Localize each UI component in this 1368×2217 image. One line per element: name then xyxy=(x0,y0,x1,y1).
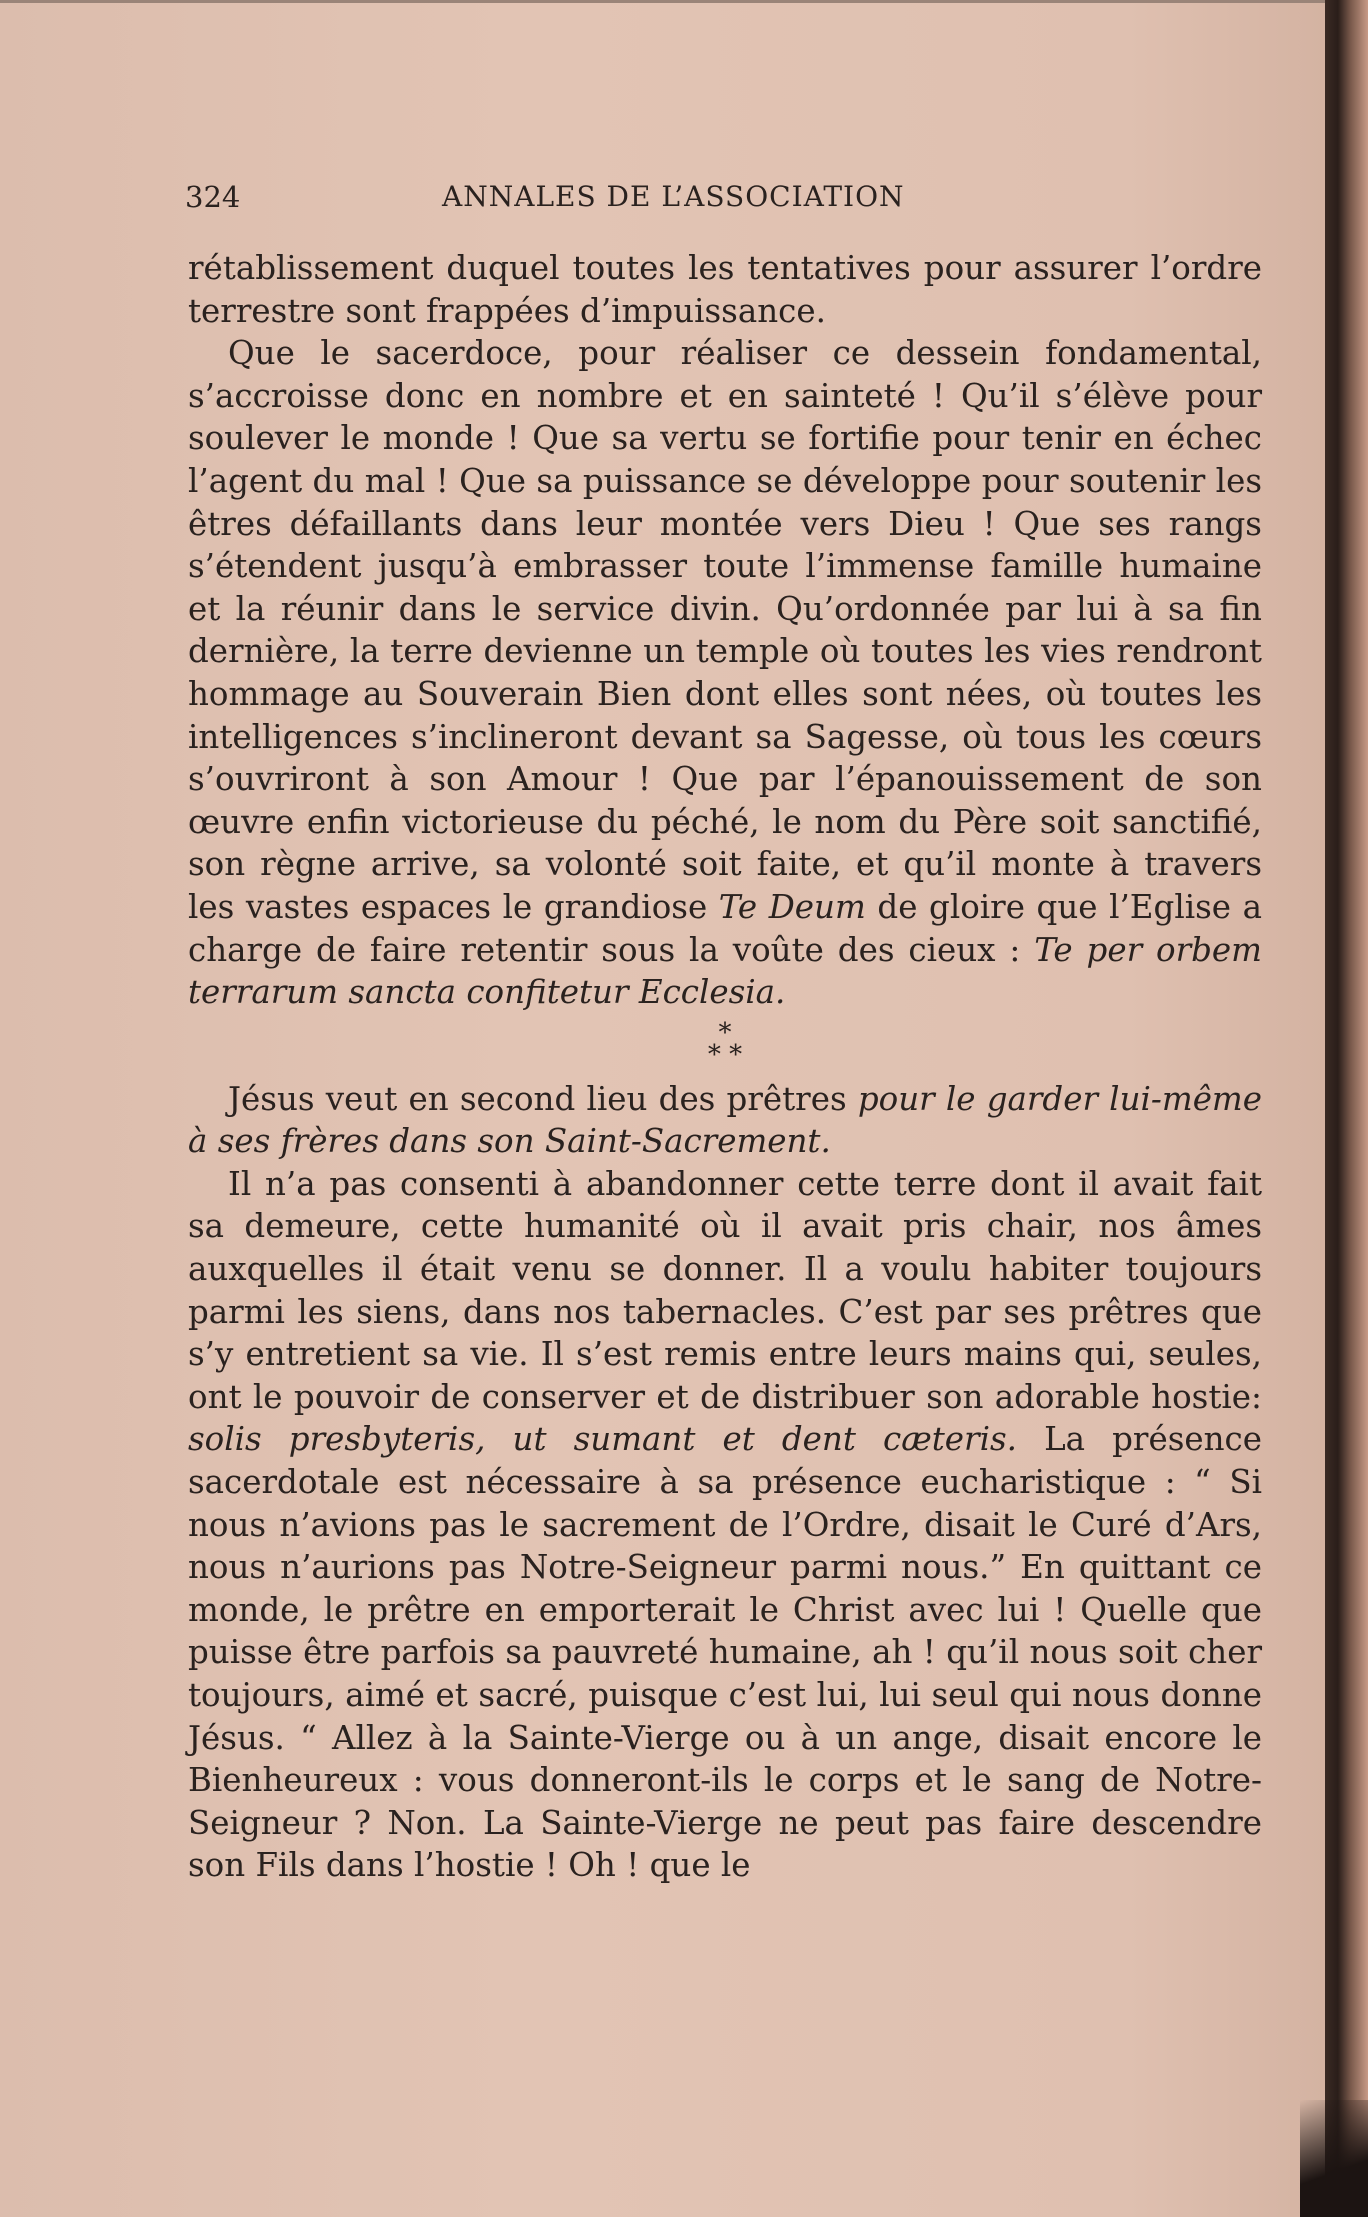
page-number: 324 xyxy=(185,180,241,214)
body-text xyxy=(188,247,1262,1887)
paragraph-text: Jésus veut en second lieu des prêtres xyxy=(228,1079,847,1118)
page-top-border xyxy=(0,0,1325,3)
paragraph-text: La présence sacerdotale est nécessaire à sa présence eucharistique : “ Si nous n’avions pas le sacrement de l’Ordre, disait le Curé d’Ars, nous n’aurions pas Notre-Seigneur parmi nous.” En quittant ce monde, le prêtre en emporterait le Christ avec lui ! Quelle que puisse être parfois sa pauvreté humaine, ah ! qu’il nous soit cher toujours, aimé et sacré, puisque c’est lui, lui seul qui nous donne Jésus. “ Allez à la Sainte-Vierge ou à un ange, disait encore le Bienheureux : vous donneront-ils le corps et le sang de Notre-Seigneur ? Non. La Sainte-Vierge ne peut pas faire descendre son Fils dans l’hostie ! Oh ! que le xyxy=(188,1420,1262,1885)
paragraph-text: Que le sacerdoce, pour réaliser ce dessein fondamental, s’accroisse donc en nombre et en sainteté ! Qu’il s’élève pour soulever le monde ! Que sa vertu se fortifie pour tenir en échec l’agent du mal ! Que sa puissance se développe pour soutenir les êtres défaillants dans leur montée vers Dieu ! Que ses rangs s’étendent jusqu’à embrasser toute l’immense famille humaine et la réunir dans le service divin. Qu’ordonnée par lui à sa fin dernière, la terre devienne un temple où toutes les vies rendront hommage au Souverain Bien dont elles sont nées, où toutes les intelligences s’inclineront devant sa Sagesse, où tous les cœurs s’ouvriront à son Amour ! Que par l’épanouissement de son œuvre enfin victorieuse du péché, le nom du Père soit sanctifié, son règne arrive, sa volonté soit faite, et qu’il monte à travers les vastes espaces le grandiose xyxy=(188,334,1262,926)
paragraph-presence xyxy=(188,1163,1262,1887)
page-corner-shadow xyxy=(1300,2100,1368,2217)
paragraph-text: Il n’a pas consenti à abandonner cette terre dont il avait fait sa demeure, cette humanité où il avait pris chair, nos âmes auxquelles il était venu se donner. Il a voulu habiter toujours parmi les siens, dans nos tabernacles. C’est par ses prêtres que s’y entretient sa vie. Il s’est remis entre leurs mains qui, seules, ont le pouvoir de conserver et de distribuer son adorable hostie: xyxy=(188,1164,1262,1416)
asterism-top: * xyxy=(718,1017,732,1048)
page-binding-edge xyxy=(1325,0,1368,2217)
latin-phrase: Te per orbem terrarum sancta confitetur Ecclesia. xyxy=(188,930,1262,1012)
italic-phrase: pour le garder lui-même à ses frères dans son Saint-Sacrement. xyxy=(188,1079,1262,1161)
latin-phrase: solis presbyteris, ut sumant et dent cæteris. xyxy=(188,1420,1017,1459)
latin-phrase: Te Deum xyxy=(718,887,866,926)
running-head: ANNALES DE L’ASSOCIATION xyxy=(442,180,905,213)
paragraph-text: de gloire que l’Eglise a charge de faire retentir sous la voûte des cieux : xyxy=(188,887,1262,969)
asterism-bottom: * * xyxy=(707,1039,743,1070)
paragraph-text: rétablissement duquel toutes les tentatives pour assurer l’ordre terrestre sont frappées d’impuissance. xyxy=(188,249,1262,330)
paragraph-sacerdoce xyxy=(188,332,1262,1014)
section-asterism xyxy=(188,1014,1262,1078)
paragraph-jesus xyxy=(188,1078,1262,1163)
paragraph-continuation xyxy=(188,247,1262,332)
